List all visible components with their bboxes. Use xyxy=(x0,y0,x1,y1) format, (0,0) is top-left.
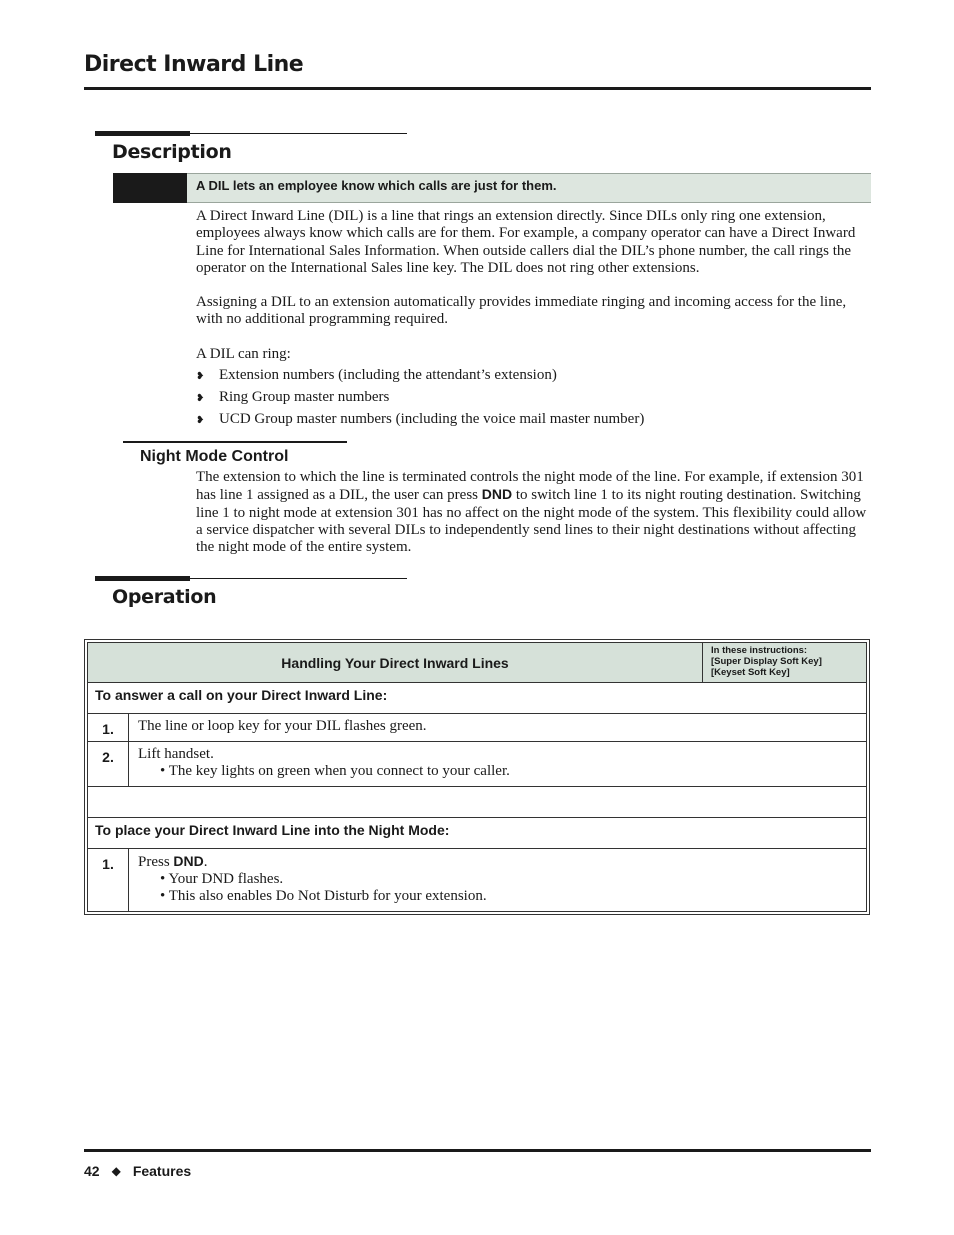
table-row xyxy=(88,849,867,912)
description-paragraph-3: A DIL can ring: xyxy=(196,346,291,362)
list-item xyxy=(196,367,866,389)
summary-tab xyxy=(113,173,187,203)
title-rule xyxy=(84,87,871,90)
step-text: The line or loop key for your DIL flashes green. xyxy=(129,714,867,742)
operation-heading: Operation xyxy=(112,586,217,608)
step-subpoint: • Your DND flashes. xyxy=(160,871,284,887)
instructions-note xyxy=(703,643,867,683)
section-rule-thin xyxy=(190,578,407,579)
list-item xyxy=(196,389,866,411)
operation-table xyxy=(84,639,870,915)
summary-bar: A DIL lets an employee know which calls are just for them. xyxy=(187,173,871,203)
list-item-text: Ring Group master numbers xyxy=(219,389,390,405)
description-paragraph-1: A Direct Inward Line (DIL) is a line that rings an extension directly. Since DILs only ring one extension, employees always know which calls are for them. For example, a company operator can have a Direct Inward Line for International Sales Information. When outside callers dial the DIL’s phone number, the call rings the operator on the International Sales line key. The DIL does not ring other extensions. xyxy=(196,208,856,276)
page-title: Direct Inward Line xyxy=(84,52,304,77)
section-rule-thick xyxy=(95,131,190,136)
step-text-post: . xyxy=(203,854,208,870)
step-text-pre: Press xyxy=(138,854,174,870)
list-item xyxy=(196,411,866,433)
page-footer xyxy=(84,1163,191,1179)
step-text xyxy=(138,853,866,871)
step-number: 2. xyxy=(88,742,129,787)
night-mode-text-b: to switch line 1 to its night routing destination. Switching line 1 to night mode at extension 301 has no affect on the night mode of the system. This flexibility could allow a service dispatcher with several DILs to independently send lines to their night destinations without affecting the night mode of the entire system. xyxy=(196,487,867,556)
diamond-icon: ◆ xyxy=(111,1164,121,1178)
list-item-text: UCD Group master numbers (including the voice mail master number) xyxy=(219,411,645,427)
dnd-key-label: DND xyxy=(481,486,513,503)
list-item-text: Extension numbers (including the attendant’s extension) xyxy=(219,367,557,383)
night-mode-text-a: The extension to which the line is terminated controls the night mode of the line. For example, if extension 301 has line 1 assigned as a DIL, the user can press xyxy=(196,469,864,504)
section-rule-thin xyxy=(190,133,407,134)
spacer-row xyxy=(88,787,867,818)
description-heading: Description xyxy=(112,141,232,163)
bullet-arrow-icon: ❥ xyxy=(196,415,205,426)
section-rule-thick xyxy=(95,576,190,581)
bullet-arrow-icon: ❥ xyxy=(196,393,205,404)
night-mode-heading: Night Mode Control xyxy=(140,448,289,465)
description-paragraph-2: Assigning a DIL to an extension automatically provides immediate ringing and incoming access for the line, with no additional programming required. xyxy=(196,294,847,328)
subsection-rule xyxy=(123,441,347,443)
page-number: 42 xyxy=(84,1163,100,1179)
step-subpoint: • The key lights on green when you connect to your caller. xyxy=(160,763,510,779)
step-number: 1. xyxy=(88,714,129,742)
step-number: 1. xyxy=(88,849,129,912)
footer-section-label: Features xyxy=(132,1163,192,1179)
note-line: In these instructions: xyxy=(711,645,808,656)
table-title: Handling Your Direct Inward Lines xyxy=(88,643,703,683)
section-title-row: To answer a call on your Direct Inward Line: xyxy=(88,683,867,714)
ring-target-list xyxy=(196,367,866,433)
section-title-row: To place your Direct Inward Line into the Night Mode: xyxy=(88,818,867,849)
dnd-key-label: DND xyxy=(173,853,204,869)
step-subpoint: • This also enables Do Not Disturb for your extension. xyxy=(160,888,487,904)
note-line: [Keyset Soft Key] xyxy=(711,667,790,678)
step-body xyxy=(129,849,867,912)
step-body xyxy=(129,742,867,787)
bullet-arrow-icon: ❥ xyxy=(196,371,205,382)
table-row xyxy=(88,742,867,787)
night-mode-paragraph xyxy=(196,469,871,556)
footer-rule xyxy=(84,1149,871,1152)
step-text: Lift handset. xyxy=(138,746,214,762)
note-line: [Super Display Soft Key] xyxy=(711,656,822,667)
table-row xyxy=(88,714,867,742)
